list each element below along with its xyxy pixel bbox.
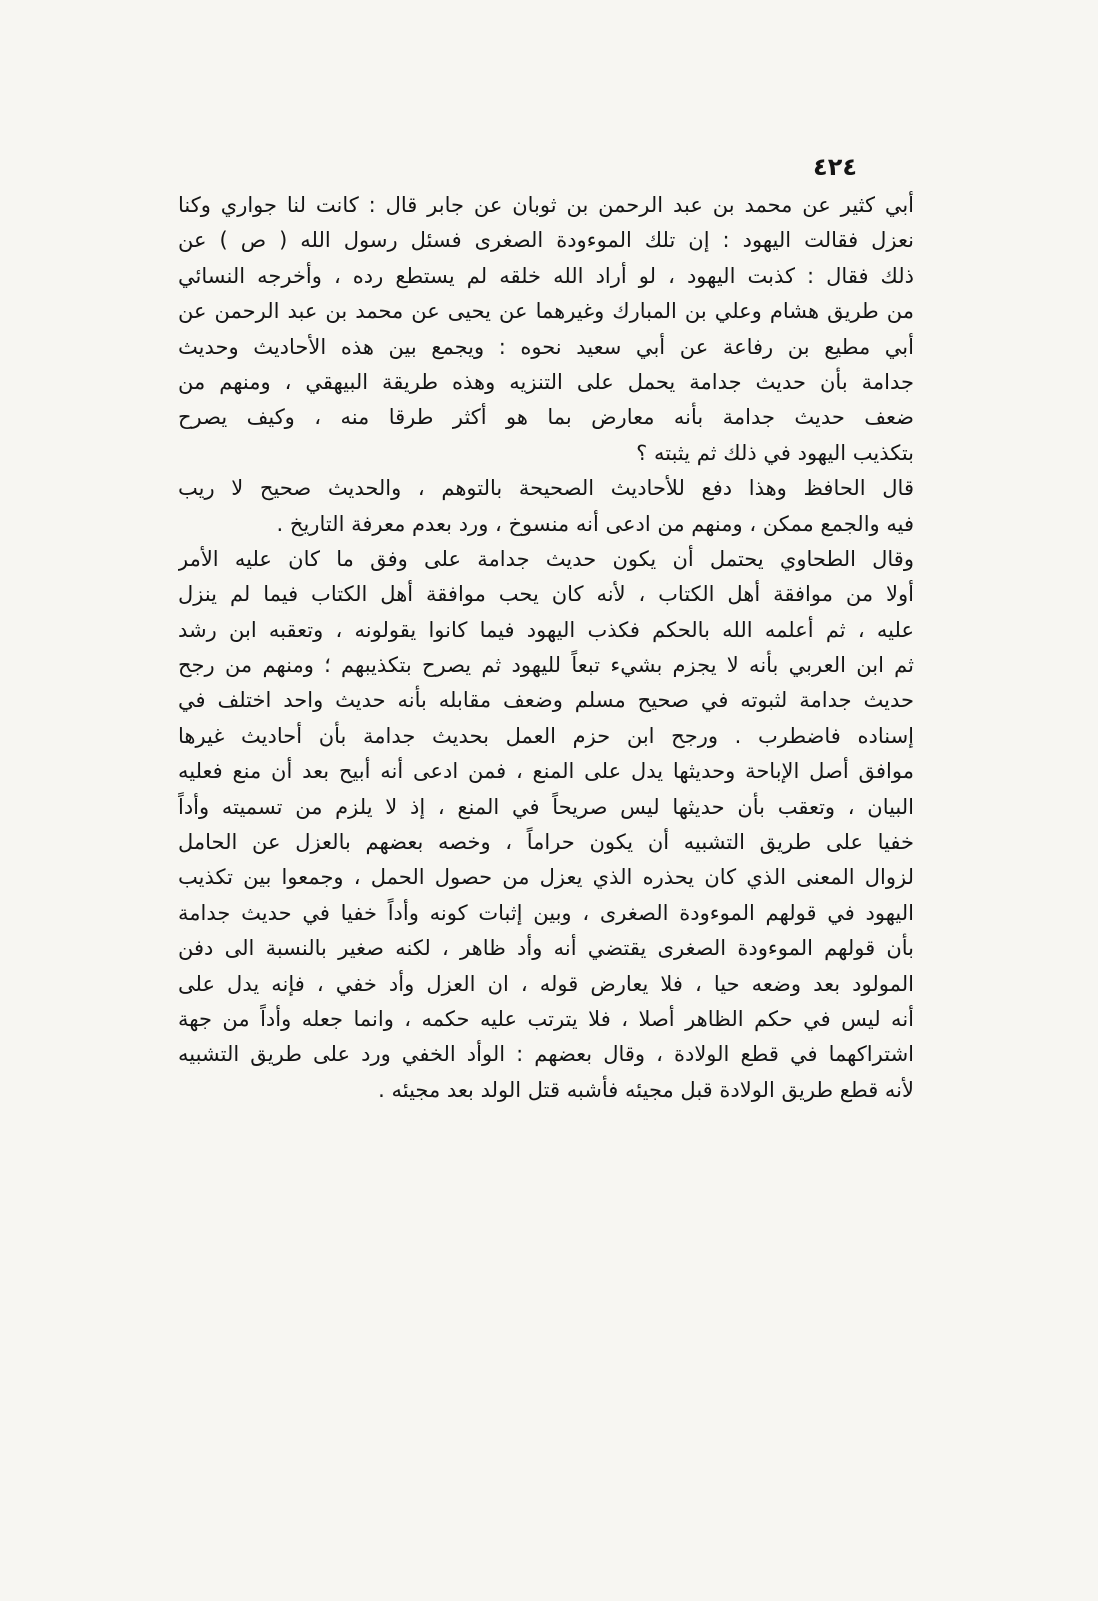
text-line: أبي كثير عن محمد بن عبد الرحمن بن ثوبان عن جابر قال : كانت لنا جواري وكنا [178, 193, 914, 217]
text-line: بتكذيب اليهود في ذلك ثم يثبته ؟ [636, 440, 914, 465]
text-line: إسناده فاضطرب . ورجح ابن حزم العمل بحديث جدامة بأن أحاديث غيرها [178, 723, 914, 748]
text-line: لزوال المعنى الذي كان يحذره الذي يعزل من حصول الحمل ، وجمعوا بين تكذيب [178, 865, 914, 890]
text-line: اشتراكهما في قطع الولادة ، وقال بعضهم : الوأد الخفي ورد على طريق التشبيه [178, 1042, 914, 1067]
text-line: أبي مطيع بن رفاعة عن أبي سعيد نحوه : ويجمع بين هذه الأحاديث وحديث [178, 334, 914, 359]
text-line: لأنه قطع طريق الولادة قبل مجيئه فأشبه قتل الولد بعد مجيئه . [378, 1077, 914, 1102]
text-line: حديث جدامة لثبوته في صحيح مسلم وضعف مقابله بأنه حديث واحد اختلف في [178, 688, 914, 713]
text-line: أنه ليس في حكم الظاهر أصلا ، فلا يترتب عليه حكمه ، وانما جعله وأداً من جهة [178, 1006, 914, 1031]
text-line: خفيا على طريق التشبيه أن يكون حراماً ، وخصه بعضهم بالعزل عن الحامل [178, 830, 914, 855]
text-line: أولا من موافقة أهل الكتاب ، لأنه كان يحب موافقة أهل الكتاب فيما لم ينزل [178, 582, 914, 607]
text-line: عليه ، ثم أعلمه الله بالحكم فكذب اليهود فيما كانوا يقولونه ، وتعقبه ابن رشد [178, 617, 914, 642]
text-line: ضعف حديث جدامة بأنه معارض بما هو أكثر طرقا منه ، وكيف يصرح [178, 405, 914, 430]
text-line: ثم ابن العربي بأنه لا يجزم بشيء تبعاً لليهود ثم يصرح بتكذيبهم ؛ ومنهم من رجح [178, 653, 914, 678]
text-line: فيه والجمع ممكن ، ومنهم من ادعى أنه منسوخ ، ورد بعدم معرفة التاريخ . [276, 511, 914, 536]
text-line: وقال الطحاوي يحتمل أن يكون حديث جدامة على وفق ما كان عليه الأمر [178, 546, 914, 571]
text-line: من طريق هشام وعلي بن المبارك وغيرهما عن يحيى عن محمد بن عبد الرحمن عن [178, 299, 914, 324]
text-line: البيان ، وتعقب بأن حديثها ليس صريحاً في المنع ، إذ لا يلزم من تسميته وأداً [178, 794, 914, 819]
text-line: قال الحافظ وهذا دفع للأحاديث الصحيحة بالتوهم ، والحديث صحيح لا ريب [178, 476, 914, 501]
text-line: موافق أصل الإباحة وحديثها يدل على المنع ، فمن ادعى أنه أبيح بعد أن منع فعليه [178, 759, 914, 784]
text-line: المولود بعد وضعه حيا ، فلا يعارض قوله ، ان العزل وأد خفي ، فإنه يدل على [178, 971, 914, 996]
text-line: جدامة بأن حديث جدامة يحمل على التنزيه وهذه طريقة البيهقي ، ومنهم من [178, 369, 914, 394]
page-number: ٤٢٤ [813, 153, 857, 181]
text-line: اليهود في قولهم الموءودة الصغرى ، وبين إثبات كونه وأداً خفيا في حديث جدامة [178, 900, 914, 925]
text-line: نعزل فقالت اليهود : إن تلك الموءودة الصغرى فسئل رسول الله ( ص ) عن [178, 228, 914, 253]
text-line: بأن قولهم الموءودة الصغرى يقتضي أنه وأد ظاهر ، لكنه صغير بالنسبة الى دفن [178, 936, 914, 961]
text-line: ذلك فقال : كذبت اليهود ، لو أراد الله خلقه لم يستطع رده ، وأخرجه النسائي [178, 263, 914, 288]
body-text [178, 188, 914, 1108]
